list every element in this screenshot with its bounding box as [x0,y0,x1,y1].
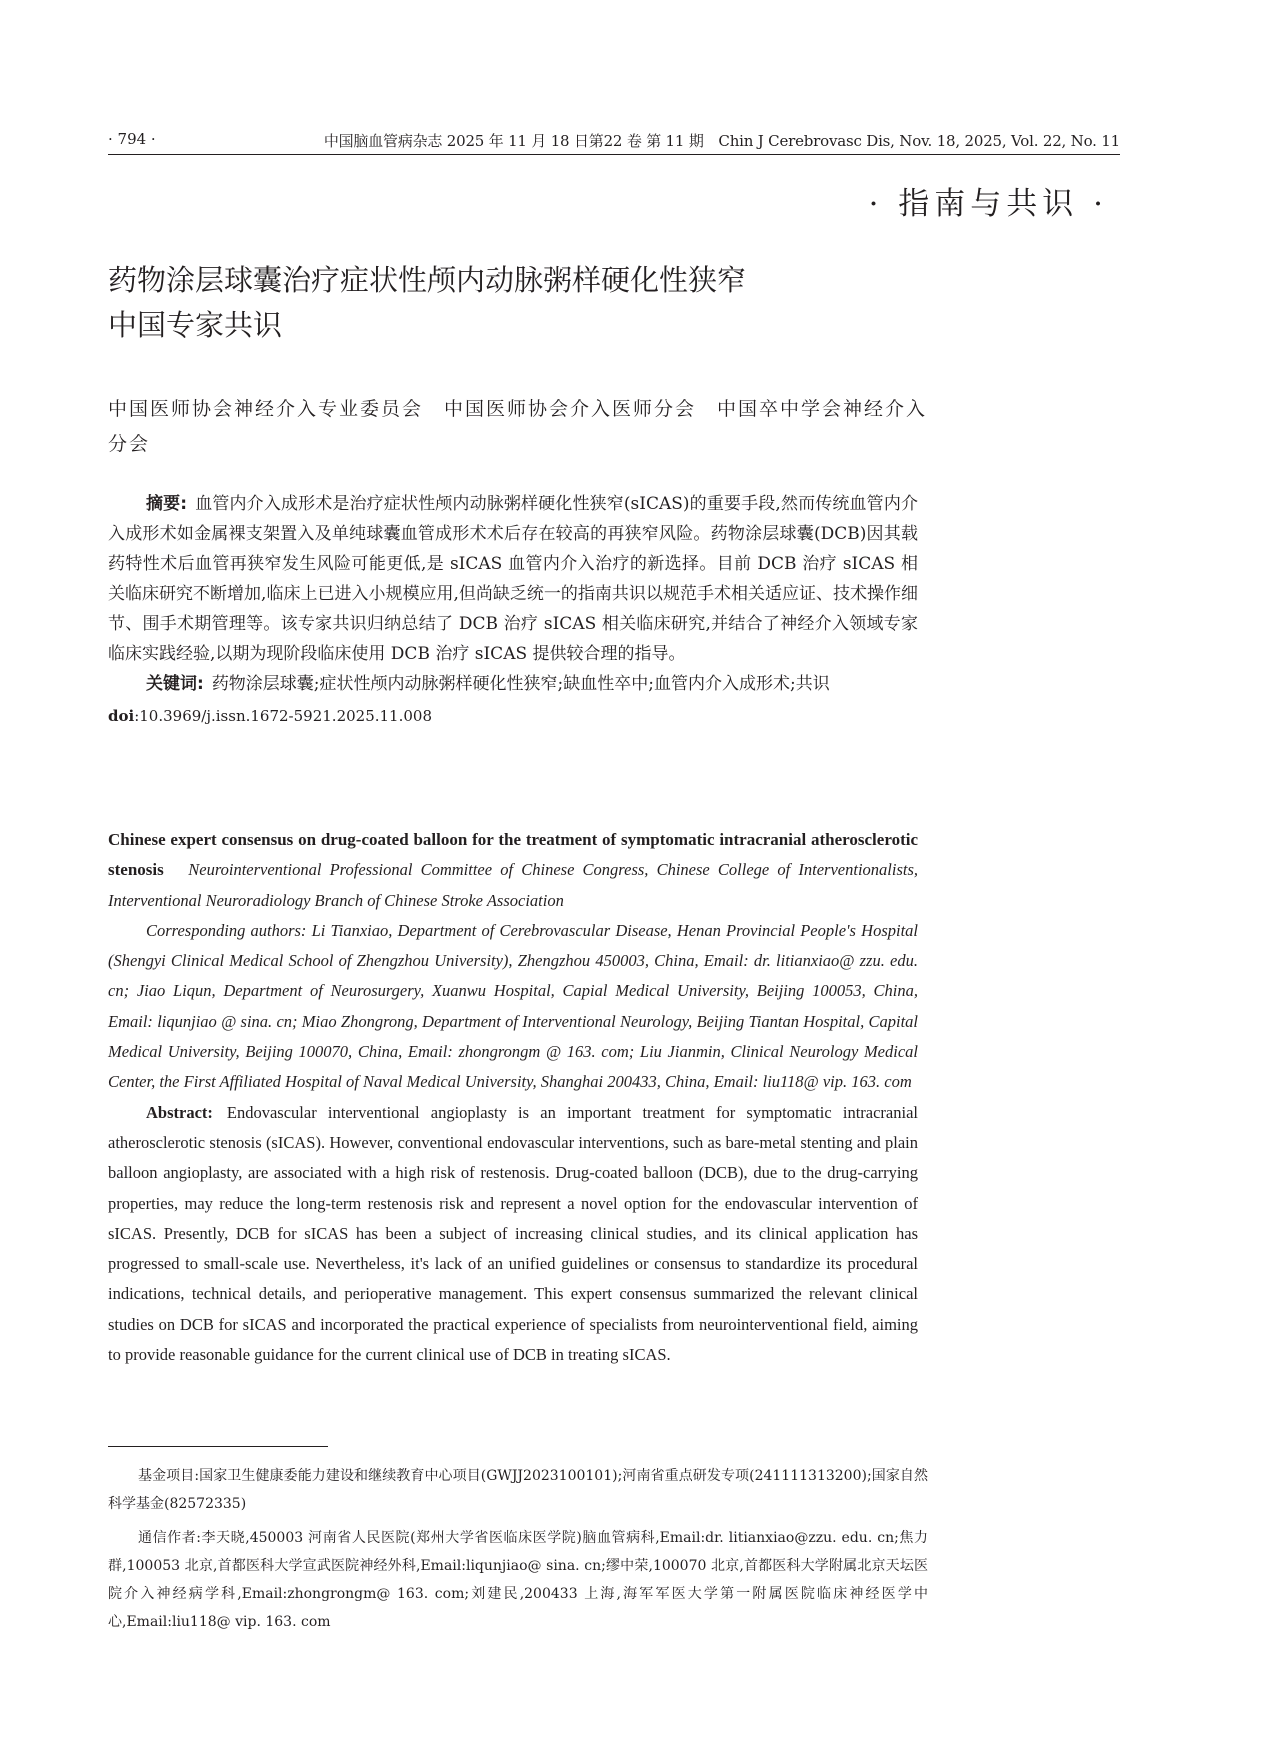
keywords-paragraph [108,669,918,699]
doi-value: :10.3969/j.issn.1672-5921.2025.11.008 [134,707,432,725]
english-abstract [108,825,918,1370]
section-tag: · 指南与共识 · [868,186,1108,222]
page-number: · 794 · [108,130,156,148]
abstract-cn-label: 摘要: [146,494,188,514]
doi-label: doi [108,707,135,725]
english-title: Chinese expert consensus on drug-coated balloon for the treatment of symptomatic intracranial atherosclerotic stenosis [108,830,918,880]
abstract-cn-paragraph [108,489,918,669]
english-abstract-label: Abstract: [146,1102,213,1122]
abstract-cn-text: 血管内介入成形术是治疗症状性颅内动脉粥样硬化性狭窄(sICAS)的重要手段,然而传统血管内介入成形术如金属裸支架置入及单纯球囊血管成形术术后存在较高的再狭窄风险。药物涂层球囊(DCB)因其载药特性术后血管再狭窄发生风险可能更低,是 sICAS 血管内介入治疗的新选择。目前 DCB 治疗 sICAS 相关临床研究不断增加,临床上已进入小规模应用,但尚缺乏统一的指南共识以规范手术相关适应证、技术操作细节、围手术期管理等。该专家共识归纳总结了 DCB 治疗 sICAS 相关临床研究,并结合了神经介入领域专家临床实践经验,以期为现阶段临床使用 DCB 治疗 sICAS 提供较合理的指导。 [108,494,918,664]
english-abstract-text: Endovascular interventional angioplasty is an important treatment for symptomatic intracranial atherosclerotic stenosis (sICAS). However, conventional endovascular interventions, such as bare-metal stenting and plain balloon angioplasty, are associated with a high risk of restenosis. Drug-coated balloon (DCB), due to the drug-carrying properties, may reduce the long-term restenosis risk and represent a novel option for the endovascular intervention of sICAS. Presently, DCB for sICAS has been a subject of increasing clinical studies, and its clinical application has progressed to small-scale use. Nevertheless, it's lack of an unified guidelines or consensus to standardize its procedural indications, technical details, and perioperative management. This expert consensus summarized the relevant clinical studies on DCB for sICAS and incorporated the practical experience of specialists from neurointerventional field, aiming to provide reasonable guidance for the current clinical use of DCB in treating sICAS. [108,1102,918,1365]
english-authors: Neurointerventional Professional Committee of Chinese Congress, Chinese College of Interventionalists, Interventional Neuroradiology Branch of Chinese Stroke Association [108,860,918,910]
title-line-2: 中国专家共识 [108,308,283,342]
title-line-1: 药物涂层球囊治疗症状性颅内动脉粥样硬化性狭窄 [108,263,747,297]
author-organizations: 中国医师协会神经介入专业委员会 中国医师协会介入医师分会 中国卒中学会神经介入分会 [108,398,928,455]
running-header [108,130,1120,155]
english-title-paragraph [108,825,918,916]
english-abstract-paragraph [108,1098,918,1371]
correspondence-footnote: 通信作者:李天晓,450003 河南省人民医院(郑州大学省医临床医学院)脑血管病科,Email:dr. litianxiao@zzu. edu. cn;焦力群,100053 北京,首都医科大学宣武医院神经外科,Email:liqunjiao@ sina. cn;缪中荣,100070 北京,首都医科大学附属北京天坛医院介入神经病学科,Email:zhongrongm@ 163. com;刘建民,200433 上海,海军军医大学第一附属医院临床神经医学中心,Email:liu118@ vip. 163. com [108,1530,928,1630]
chinese-abstract [108,489,918,731]
keywords-text: 药物涂层球囊;症状性颅内动脉粥样硬化性狭窄;缺血性卒中;血管内介入成形术;共识 [211,674,830,694]
footnote-rule [108,1446,328,1447]
footnotes [108,1462,928,1642]
doi-line [108,701,918,731]
article-title [108,258,1008,348]
journal-running-title: 中国脑血管病杂志 2025 年 11 月 18 日第22 卷 第 11 期 Chin J Cerebrovasc Dis, Nov. 18, 2025, Vol. 22, No. 11 [323,132,1120,150]
corresponding-authors: Corresponding authors: Li Tianxiao, Department of Cerebrovascular Disease, Henan Provincial People's Hospital (Shengyi Clinical Medical School of Zhengzhou University), Zhengzhou 450003, China, Email: dr. litianxiao@ zzu. edu. cn; Jiao Liqun, Department of Neurosurgery, Xuanwu Hospital, Capial Medical University, Beijing 100053, China, Email: liqunjiao @ sina. cn; Miao Zhongrong, Department of Interventional Neurology, Beijing Tiantan Hospital, Capital Medical University, Beijing 100070, China, Email: zhongrongm @ 163. com; Liu Jianmin, Clinical Neurology Medical Center, the First Affiliated Hospital of Naval Medical University, Shanghai 200433, China, Email: liu118@ vip. 163. com [108,920,918,1092]
funding-footnote: 基金项目:国家卫生健康委能力建设和继续教育中心项目(GWJJ2023100101);河南省重点研发专项(241111313200);国家自然科学基金(82572335) [108,1468,928,1512]
keywords-label: 关键词: [146,674,204,694]
